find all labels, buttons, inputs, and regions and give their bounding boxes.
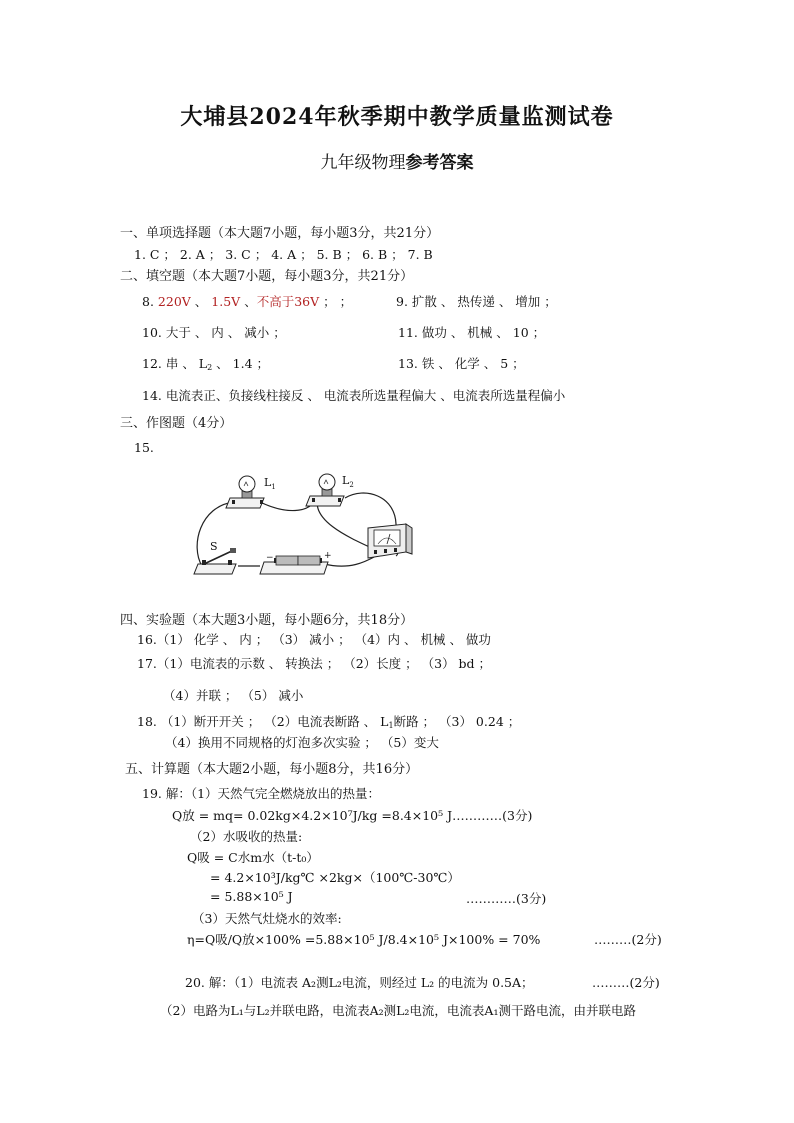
exam-title: 大埔县2024年秋季期中教学质量监测试卷 bbox=[180, 104, 614, 130]
q8-blank-c: 不高于36V bbox=[256, 294, 320, 309]
q9-answer: 9. 扩散 、 热传递 、 增加 ； bbox=[396, 294, 557, 309]
q8-tail: ； ； bbox=[323, 294, 353, 309]
q12-text-a: 12. 串 、 L bbox=[142, 356, 208, 371]
q18-subscript: 1 bbox=[388, 721, 394, 730]
q19-line7-score: ………(2分) bbox=[594, 932, 662, 947]
section1-heading: 一、单项选择题（本大题7小题，每小题3分，共21分） bbox=[120, 226, 440, 241]
label-s: S bbox=[210, 540, 218, 553]
q8-blank-b: 1.5V bbox=[211, 294, 241, 309]
ammeter bbox=[368, 524, 412, 558]
q13-answer: 13. 铁 、 化学 、 5 ； bbox=[398, 356, 525, 371]
lamp-l1 bbox=[226, 476, 264, 508]
q19-line1: Q放 = mq= 0.02kg×4.2×10⁷J/kg =8.4×10⁵ J…………(3分) bbox=[172, 808, 533, 823]
subtitle-grade: 九年级物理 bbox=[320, 153, 406, 173]
q19-line7: η=Q吸/Q放×100% =5.88×10⁵ J/8.4×10⁵ J×100% = 70% bbox=[187, 932, 541, 947]
section1-answers: 1. C ； 2. A ； 3. C ； 4. A ； 5. B ； 6. B ； 7. B bbox=[134, 247, 433, 262]
q8-blank-a: 220V bbox=[157, 294, 191, 309]
q12-text-b: 、 1.4 ； bbox=[212, 356, 270, 371]
battery-plus: + bbox=[324, 551, 332, 561]
q19-line6: （3）天然气灶烧水的效率: bbox=[192, 911, 342, 926]
q19-line2: （2）水吸收的热量: bbox=[190, 829, 303, 844]
circuit-diagram bbox=[190, 466, 440, 582]
q18-answer-line1 bbox=[137, 712, 520, 730]
q14-answer: 14. 电流表正、负接线柱接反 、 电流表所选量程偏大 、电流表所选量程偏小 bbox=[142, 388, 566, 403]
q19-line4: = 4.2×10³J/kg℃ ×2kg×（100℃-30℃） bbox=[210, 870, 460, 885]
subtitle-answer: 参考答案 bbox=[405, 153, 474, 173]
q8-separator-2: 、 bbox=[244, 294, 257, 309]
section2-heading: 二、填空题（本大题7小题，每小题3分，共21分） bbox=[120, 269, 414, 284]
q18-answer-line2: （4）换用不同规格的灯泡多次实验 ； （5）变大 bbox=[165, 735, 439, 750]
label-l1: $L_1$ bbox=[264, 476, 276, 491]
q11-answer: 11. 做功 、 机械 、 10 ； bbox=[398, 325, 546, 340]
q12-answer bbox=[142, 354, 269, 372]
q8-answer bbox=[142, 292, 352, 310]
q16-answer: 16.（1） 化学 、 内 ； （3） 减小 ； （4）内 、 机械 、 做功 bbox=[137, 632, 491, 647]
section5-heading: 五、计算题（本大题2小题，每小题8分，共16分） bbox=[125, 762, 419, 777]
q19-intro: 19. 解：（1）天然气完全燃烧放出的热量： bbox=[142, 786, 381, 801]
q10-answer: 10. 大于 、 内 、 减小 ； bbox=[142, 325, 286, 340]
q15-number: 15. bbox=[134, 440, 154, 455]
q17-answer-line2: （4）并联 ； （5） 减小 bbox=[163, 688, 304, 703]
lamp-l2 bbox=[306, 474, 344, 506]
q8-separator-1: 、 bbox=[194, 294, 208, 309]
q19-line5: = 5.88×10⁵ J bbox=[210, 889, 293, 904]
q20-line1-score: ………(2分) bbox=[592, 975, 660, 990]
battery-minus: − bbox=[266, 553, 274, 563]
q8-number: 8. bbox=[142, 294, 154, 309]
q19-line5-score: …………(3分) bbox=[466, 891, 547, 906]
q20-line2: （2）电路为L₁与L₂并联电路，电流表A₂测L₂电流，电流表A₁测干路电流，由并联电路 bbox=[160, 1003, 636, 1018]
exam-subtitle bbox=[0, 148, 794, 173]
section4-heading: 四、实验题（本大题3小题，每小题6分，共18分） bbox=[120, 613, 414, 628]
q17-answer-line1: 17.（1）电流表的示数 、 转换法 ； （2）长度 ； （3） bd ； bbox=[137, 656, 492, 671]
section3-heading: 三、作图题（4分） bbox=[120, 416, 233, 431]
q19-line3: Q吸 = C水m水（t-t₀） bbox=[187, 850, 319, 865]
q20-line1: 20. 解：（1）电流表 A₂测L₂电流，则经过 L₂ 的电流为 0.5A； bbox=[185, 975, 534, 990]
q12-subscript: 2 bbox=[207, 363, 213, 372]
q18-text-a: 18. （1）断开开关 ； （2）电流表断路 、 L bbox=[137, 714, 389, 729]
q18-text-b: 断路 ； （3） 0.24 ； bbox=[393, 714, 521, 729]
label-l2: $L_2$ bbox=[342, 474, 354, 489]
